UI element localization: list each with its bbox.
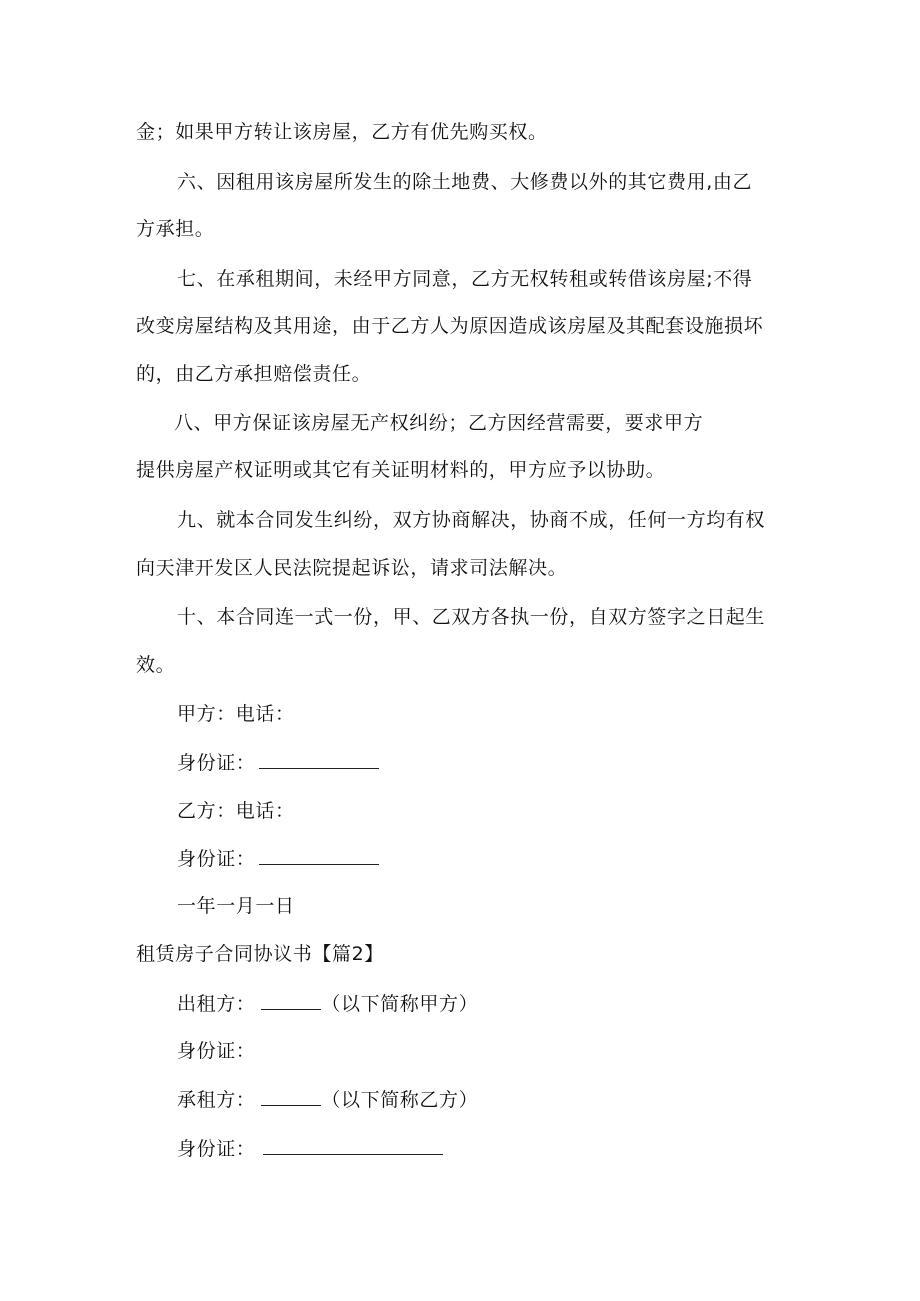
- clause-8-line-2: 提供房屋产权证明或其它有关证明材料的，甲方应予以协助。: [136, 459, 666, 481]
- clause-7-line-3: 的，由乙方承担赔偿责任。: [136, 363, 372, 385]
- lessor-row: [177, 991, 478, 1016]
- clause-8-line-1: 八、甲方保证该房屋无产权纠纷；乙方因经营需要，要求甲方: [174, 412, 704, 434]
- lessee-suffix: （以下简称乙方）: [321, 1089, 479, 1111]
- party-b-phone: 乙方：电话：: [177, 800, 295, 822]
- clause-10-line-2: 效。: [136, 654, 176, 676]
- clause-7-line-2: 改变房屋结构及其用途，由于乙方人为原因造成该房屋及其配套设施损坏: [136, 315, 764, 337]
- lessee-id-row: [177, 1136, 443, 1161]
- section-2-title: 租赁房子合同协议书【篇2】: [136, 943, 384, 965]
- party-a-id-blank: [259, 750, 379, 769]
- lessee-blank: [261, 1087, 321, 1106]
- lessee-id-label: 身份证：: [177, 1138, 256, 1160]
- party-a-id-row: [177, 750, 379, 775]
- lessor-id-label: 身份证：: [177, 1040, 256, 1062]
- party-b-id-blank: [259, 846, 379, 865]
- clause-9-line-1: 九、就本合同发生纠纷，双方协商解决，协商不成，任何一方均有权: [177, 509, 766, 531]
- lessee-label: 承租方：: [177, 1089, 256, 1111]
- clause-6-line-1: 六、因租用该房屋所发生的除土地费、大修费以外的其它费用,由乙: [177, 171, 753, 193]
- clause-7-line-1: 七、在承租期间，未经甲方同意，乙方无权转租或转借该房屋;不得: [177, 268, 753, 290]
- lessee-row: [177, 1087, 478, 1112]
- lessor-blank: [261, 991, 321, 1010]
- party-b-id-row: [177, 846, 379, 871]
- lessor-suffix: （以下简称甲方）: [321, 993, 479, 1015]
- clause-6-line-2: 方承担。: [136, 218, 215, 240]
- party-a-id-label: 身份证：: [177, 752, 256, 774]
- clause-5-tail: 金；如果甲方转让该房屋，乙方有优先购买权。: [136, 121, 548, 143]
- lessee-id-blank: [263, 1136, 443, 1155]
- date-line: 一年一月一日: [177, 895, 295, 917]
- lessor-label: 出租方：: [177, 993, 256, 1015]
- clause-10-line-1: 十、本合同连一式一份，甲、乙双方各执一份，自双方签字之日起生: [177, 606, 766, 628]
- party-a-phone: 甲方：电话：: [177, 703, 295, 725]
- clause-9-line-2: 向天津开发区人民法院提起诉讼，请求司法解决。: [136, 557, 568, 579]
- party-b-id-label: 身份证：: [177, 848, 256, 870]
